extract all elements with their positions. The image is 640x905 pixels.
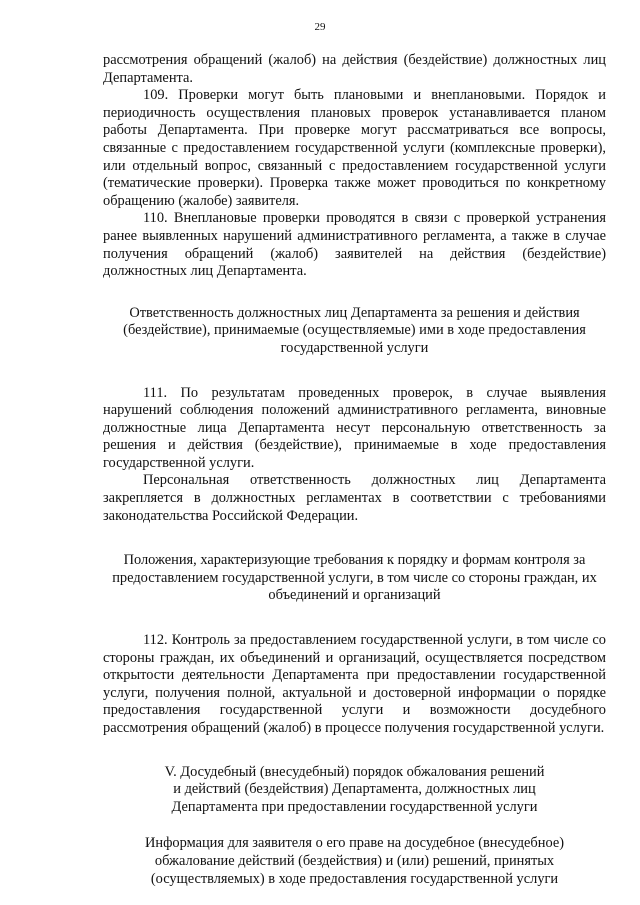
paragraph-110: 110. Внеплановые проверки проводятся в связи с проверкой устранения ранее выявленных нарушений административного регламента, а также в случае получения обращений (жалоб) заявителей на действия (бездействие) должностных лиц Департамента. <box>103 210 606 280</box>
section-v-heading <box>103 764 606 817</box>
page-number: 29 <box>314 21 326 33</box>
paragraph-112: 112. Контроль за предоставлением государственной услуги, в том числе со стороны граждан, их объединений и организаций, осуществляется посредством открытости деятельности Департамента при предоставлении государственной услуги, получения полной, актуальной и достоверной информации о порядке предоставления государственной услуги и возможности досудебного рассмотрения обращений (жалоб) в процессе получения государственной услуги. <box>103 632 606 736</box>
section-v-line-1: V. Досудебный (внесудебный) порядок обжалования решений <box>164 763 545 780</box>
document-body <box>103 52 606 888</box>
heading-info-line-1: Информация для заявителя о его праве на досудебное (внесудебное) <box>144 835 565 852</box>
heading-responsibility: Ответственность должностных лиц Департамента за решения и действия (бездействие), принимаемые (осуществляемые) ими в ходе предоставления государственной услуги <box>123 304 586 356</box>
paragraph-111-personal: Персональная ответственность должностных лиц Департамента закрепляется в должностных регламентах в соответствии с требованиями законодательства Российской Федерации. <box>103 472 606 524</box>
paragraph-111: 111. По результатам проведенных проверок, в случае выявления нарушений соблюдения положений административного регламента, виновные должностные лица Департамента несут персональную ответственность за решения и действия (бездействие), принимаемые в ходе предоставления государственной услуги. <box>103 384 606 471</box>
section-v-line-2: и действий (бездействия) Департамента, должностных лиц <box>173 781 536 798</box>
section-v-line-3: Департамента при предоставлении государственной услуги <box>171 798 538 815</box>
heading-control: Положения, характеризующие требования к порядку и формам контроля за предоставлением государственной услуги, в том числе со стороны граждан, их объединений и организаций <box>112 552 597 604</box>
paragraph-109: 109. Проверки могут быть плановыми и внеплановыми. Порядок и периодичность осуществления плановых проверок устанавливается планом работы Департамента. При проверке могут рассматриваться все вопросы, связанные с предоставлением государственной услуги (комплексные проверки), или отдельный вопрос, связанный с предоставлением государственной услуги (тематические проверки). Проверка также может проводиться по конкретному обращению (жалобе) заявителя. <box>103 87 606 209</box>
heading-info-line-3: (осуществляемых) в ходе предоставления государственной услуги <box>150 870 559 887</box>
heading-info <box>103 835 606 888</box>
heading-info-line-2: обжалование действий (бездействия) и (или) решений, принятых <box>154 852 555 869</box>
paragraph-continuation: рассмотрения обращений (жалоб) на действия (бездействие) должностных лиц Департамента. <box>103 52 606 86</box>
